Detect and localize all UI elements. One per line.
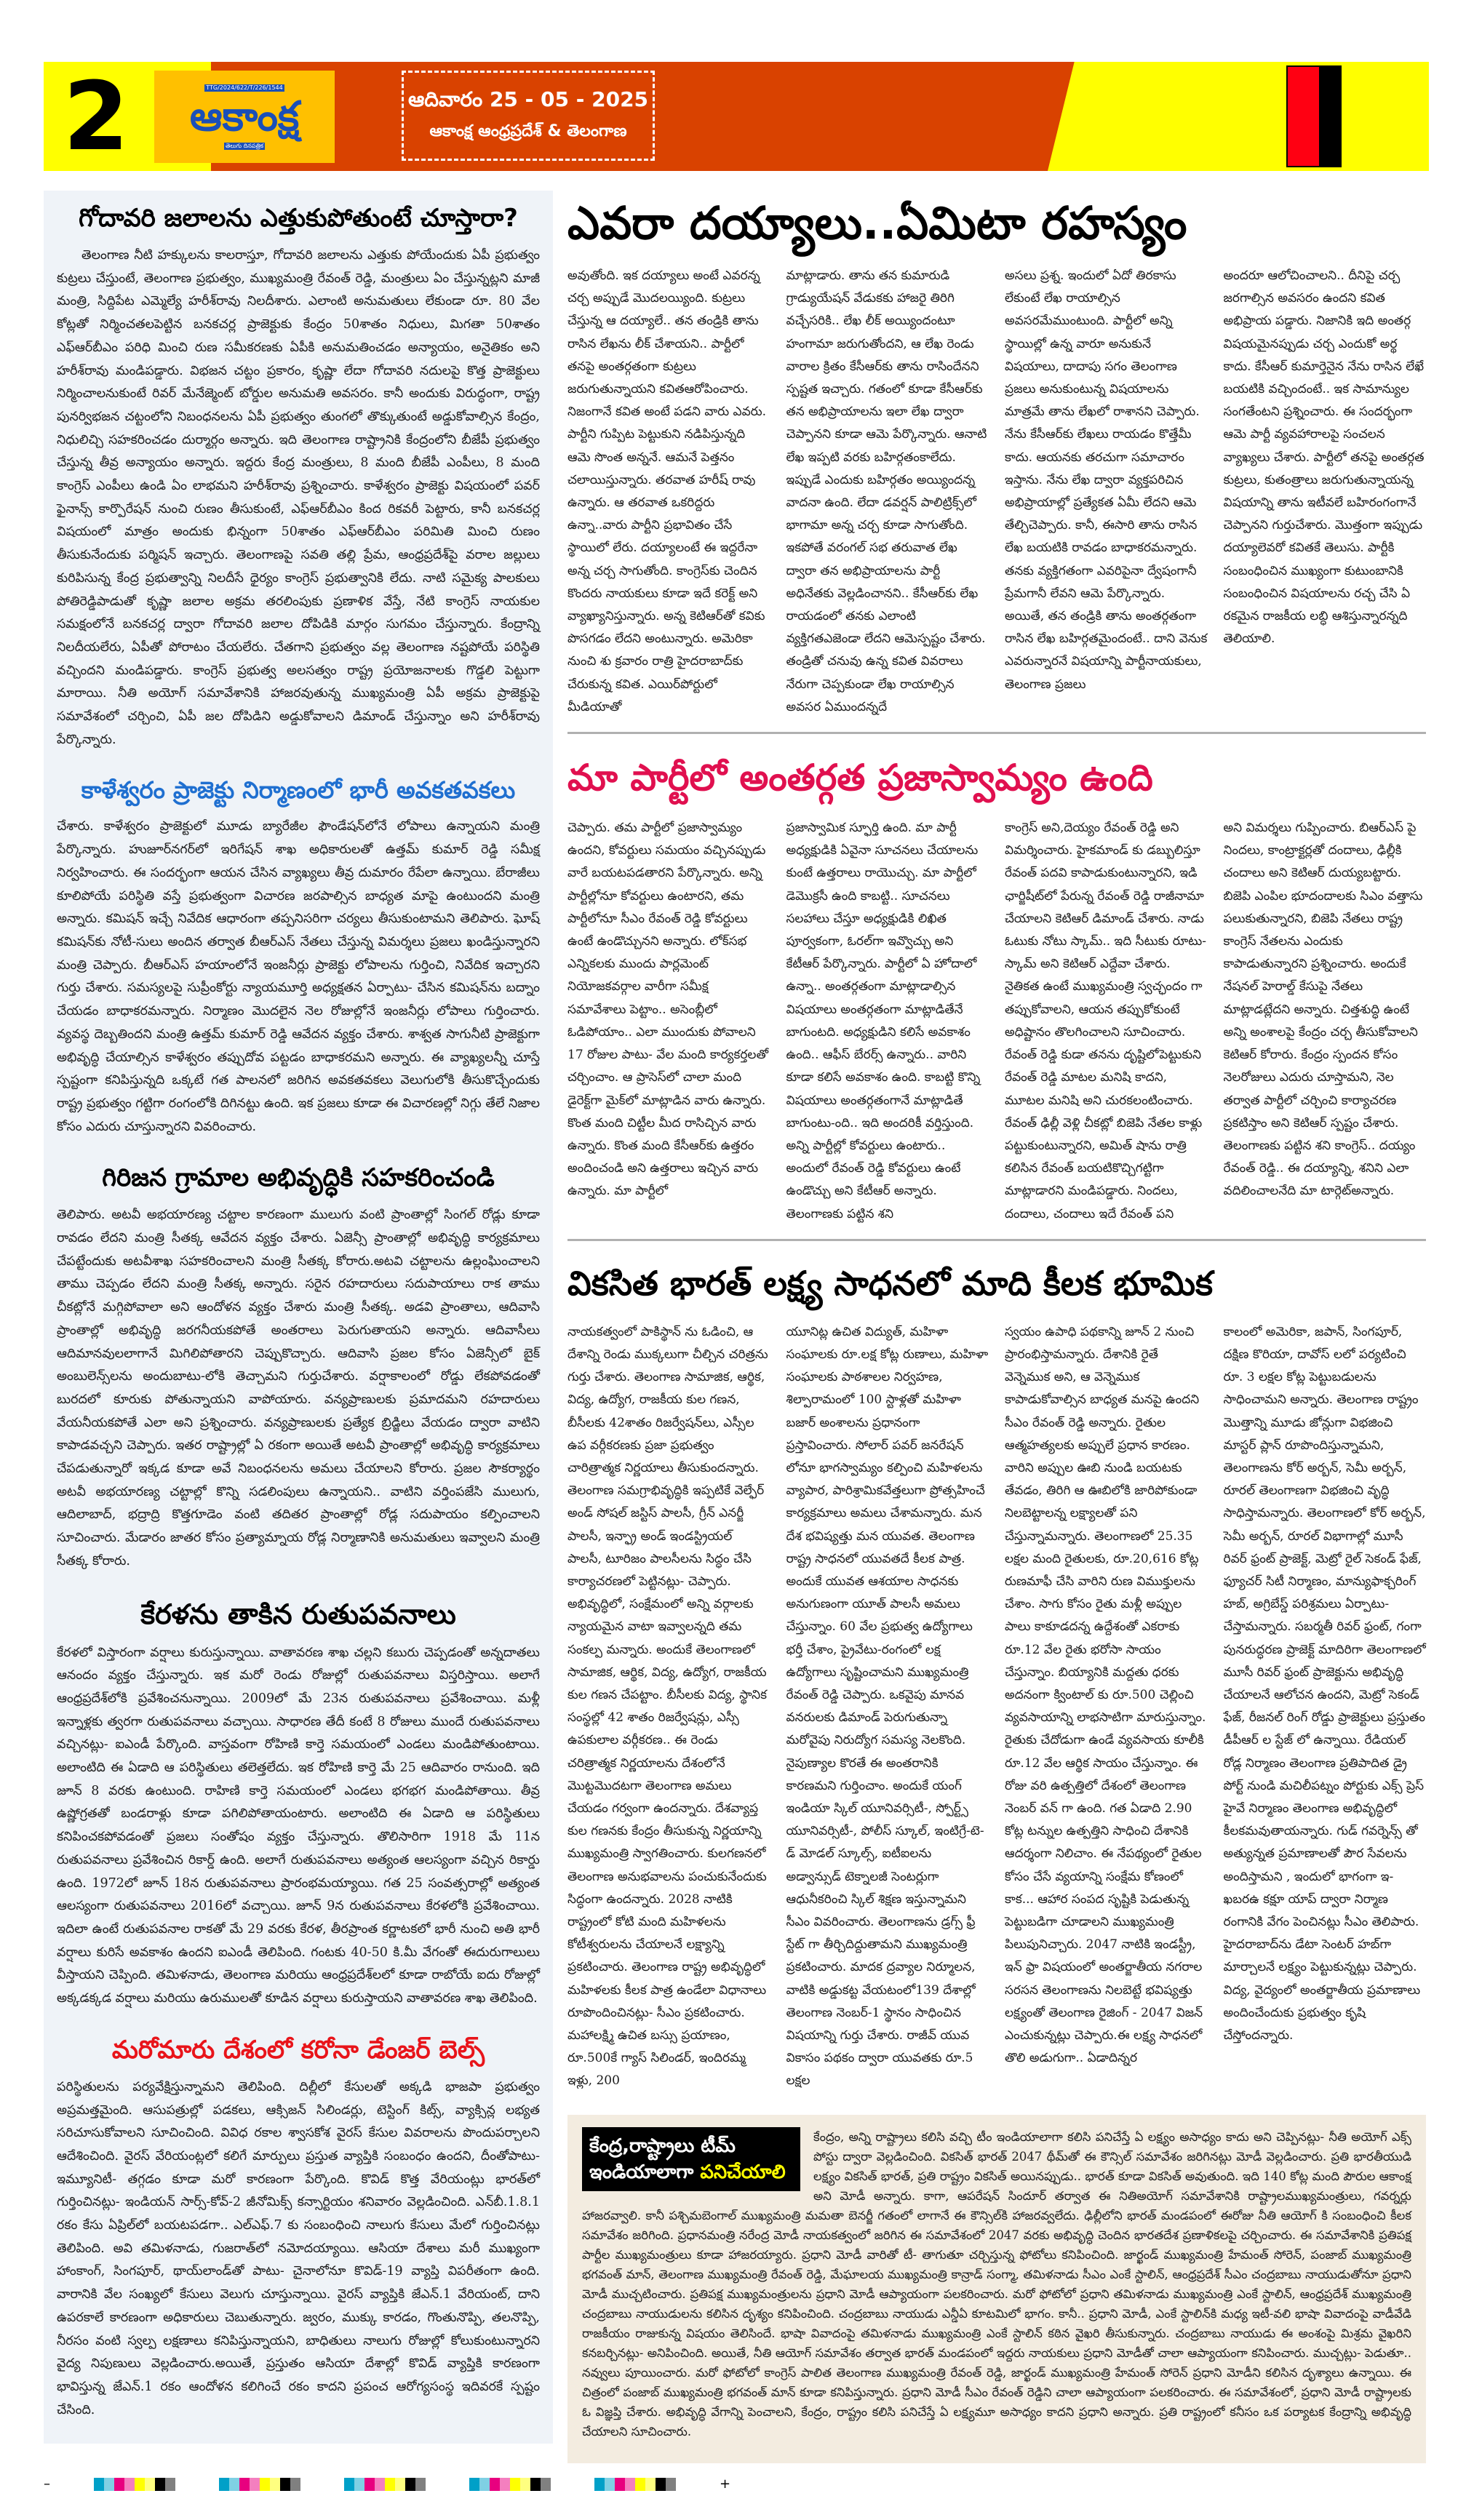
color-swatch (510, 2478, 520, 2491)
story-column: ప్రజాస్వామిక స్ఫూర్తి ఉంది. మా పార్టీ అధ్యక్షుడికి ఏవైనా సూచనలు చేయాలను కుంటే ఉత్తరాలు రాయొచ్చు. మా పార్టీలో డెమొక్రసీ ఉంది కాబట్టి.. సూచనలు సలహాలు చేస్తూ అధ్యక్షుడికి లిఖిత పూర్వకంగా, ఓరల్‌గా ఇవ్వొచ్చు అని కేటీఆర్ పేర్కొన్నారు. పార్టీలో ఏ హోదాలో ఉన్నా.. అంతర్గతంగా మాట్లాడాల్సిన విషయాలు అంతర్గతంగా మాట్లాడితేనే బాగుంటది. అధ్యక్షుడిని కలిసే అవకాశం ఉంది.. ఆఫీస్ బేరర్స్ ఉన్నారు.. వారిని కూడా కలిసే అవకాశం ఉంది. కాబట్టి కొన్ని విషయాలు అంతర్గతంగానే మాట్లాడితే బాగుంటు-ంది.. ఇది అందరికీ వర్తిస్తుంది. అన్ని పార్టీల్లో కోవర్టులు ఉంటారు.. అందులో రేవంత్ రెడ్డి కోవర్టులు ఉంటే ఉండొచ్చు అని కేటీఆర్ అన్నారు. తెలంగాణకు పట్టిన శని (786, 821, 981, 1221)
story-body: చేశారు. కాళేశ్వరం ప్రాజెక్టులో మూడు బ్యారేజీల ఫౌండేషన్‌లోనే లోపాలు ఉన్నాయని మంత్రి పేర్కొన్నారు. హుజూర్‌నగర్‌లో ఇరిగేషన్ శాఖ అధికారులతో ఉత్తమ్ కుమార్ రెడ్డి సమీక్ష నిర్వహించారు. ఈ సందర్భంగా ఆయన చేసిన వ్యాఖ్యలు తీవ్ర దుమారం రేపేలా ఉన్నాయి. బేరాజీలు కూలిపోయే పరిస్థితి వస్తే ప్రభుత్వంగా విచారణ జరపాల్సిన బాధ్యత మాపై ఉంటుందని మంత్రి అన్నారు. కమిషన్ ఇచ్చే నివేదిక ఆధారంగా తప్పనిసరిగా చర్యలు తీసుకుంటామని తెలిపారు. ఘోష్ కమిషన్‌కు నోటీ-సులు అందిన తర్వాత బీఆర్‌ఎస్ నేతలు చేస్తున్న విమర్శలు ప్రజలు ఖండిస్తున్నారని మంత్రి చెప్పారు. బీఆర్‌ఎస్ హయాంలోనే ఇంజనీర్లు ప్రాజెక్టు లోపాలను గుర్తించి, నివేదిక ఇచ్చారని గుర్తు చేశారు. సమస్యలపై సుప్రీంకోర్టు న్యాయమూర్తి అధ్యక్షతన ఏర్పాటు- చేసిన కమిషన్‌ను బద్నాం చేయడం బాధాకరమన్నారు. నిర్మాణం మొదలైన నెల రోజుల్లోనే ఇంజనీర్లు లోపాలు గుర్తించారు. వ్యవస్థ దెబ్బతిందని మంత్రి ఉత్తమ్ కుమార్ రెడ్డి ఆవేదన వ్యక్తం చేశారు. శాశ్వత సాగునీటి ప్రాజెక్టుగా అభివృద్ధి చేయాల్సిన కాళేశ్వరం తప్పుదోవ పట్టడం బాధాకరమని అన్నారు. ఈ వ్యాఖ్యలన్నీ చూస్తే స్పష్టంగా కనిపిస్తున్నది ఒక్కటే గత పాలనలో జరిగిన అవకతవకలు వెలుగులోకి తీసుకొచ్చేందుకు రాష్ట్ర ప్రభుత్వం గట్టిగా రంగంలోకి దిగినట్టు ఉంది. ఇక ప్రజలు కూడా ఈ విచారణల్లో నిగ్గు తేలే నిజాల కోసం ఎదురు చూస్తున్నారని వివరించారు. (57, 819, 540, 1134)
color-swatch (155, 2478, 165, 2491)
color-swatch (530, 2478, 541, 2491)
boxed-headline-part1: కేంద్ర,రాష్ట్రాలు టీమ్ ఇండియాలాగా (589, 2134, 736, 2183)
color-bar (594, 2478, 676, 2491)
story-column: అసలు ప్రశ్న. ఇందులో ఏదో తిరకాసు లేకుంటే లేఖ రాయాల్సిన అవసరమేముంటుంది. పార్టీలో అన్ని స్థాయిల్లో ఉన్న వారూ అనుకునే విషయాలు, దాదాపు సగం తెలంగాణ ప్రజలు అనుకుంటున్న విషయాలను మాత్రమే తాను లేఖలో రాశానని చెప్పారు. నేను కేసీఆర్‌కు లేఖలు రాయడం కొత్తేమీ కాదు. ఆయనకు తరచుగా సమాచారం ఇస్తాను. నేను లేఖ ద్వారా వ్యక్తపరిచిన అభిప్రాయాల్లో ప్రత్యేకత ఏమీ లేదని ఆమె తేల్చిచెప్పారు. కానీ, ఈసారి తాను రాసిన లేఖ బయటికి రావడం బాధాకరమన్నారు. తనకు వ్యక్తిగతంగా ఎవరిపైనా ద్వేషంగానీ ప్రేమగానీ లేవని ఆమె పేర్కొన్నారు. అయితే, తన తండ్రికి తాను అంతర్గతంగా రాసిన లేఖ బహిర్గతమైందంటే.. దాని వెనుక ఎవరున్నారనే విషయాన్ని పార్టీనాయకులు, తెలంగాణ ప్రజలు (1005, 268, 1208, 692)
story-tribal-villages (44, 1157, 553, 1573)
story-democracy-columns (567, 817, 1426, 1226)
flag-icon (1286, 65, 1342, 167)
color-swatch (541, 2478, 551, 2491)
edition-name: ఆకాంక్ష ఆంధ్రప్రదేశ్ & తెలంగాణ (429, 122, 627, 140)
color-swatch (635, 2478, 645, 2491)
color-swatch (656, 2478, 666, 2491)
color-swatch (615, 2478, 625, 2491)
color-swatch (135, 2478, 145, 2491)
color-swatch (500, 2478, 510, 2491)
color-swatch (114, 2478, 124, 2491)
story-column: మాట్లాడారు. తాను తన కుమారుడి గ్రాడ్యుయేషన్ వేడుకకు హాజరై తిరిగి వచ్చేసరికి.. లేఖ లీక్ అయ్యిందంటూ హంగామా జరుగుతోందని, ఆ లేఖ రెండు వారాల క్రితం కేసీఆర్‌కు తాను రాసిందేనని స్పష్టత ఇచ్చారు. గతంలో కూడా కేసీఆర్‌కు తన అభిప్రాయాలను ఇలా లేఖ ద్వారా చెప్పానని కూడా ఆమె పేర్కొన్నారు. ఆనాటి లేఖ ఇప్పటి వరకు బహిర్గతంకాలేదు. ఇప్పుడే ఎందుకు బహిర్గతం అయ్యిందన్న వాదనా ఉంది. లేదా డవర్షన్ పాలిట్రిక్స్‌లో భాగామా అన్న చర్చ కూడా సాగుతోంది. ఇకపోతే వరంగల్ సభ తరువాత లేఖ ద్వారా తన అభిప్రాయాలను పార్టీ అధినేతకు వెల్లడించానని.. కేసీఆర్‌కు లేఖ రాయడంలో తనకు ఎలాంటి వ్యక్తిగతఎజెండా లేదని ఆమెస్పష్టం చేశారు. తండ్రితో చనువు ఉన్న కవిత వివరాలు నేరుగా చెప్పకుండా లేఖ రాయాల్సిన అవసర ఏముందన్నదే (786, 268, 987, 714)
color-swatch (104, 2478, 114, 2491)
color-swatch (469, 2478, 479, 2491)
color-swatch (165, 2478, 175, 2491)
color-swatch (260, 2478, 270, 2491)
story-column: అని విమర్శలు గుప్పించారు. బిఆర్‌ఎస్ పై నిందలు, కాంట్రాక్టర్లతో దందాలు, ఢిల్లీకి చందాలు అని కెటిఆర్ దుయ్యబట్టారు. బిజెపి ఎంపిల భూదందాలకు సిఎం వత్తాసు పలుకుతున్నారని, బిజెపి నేతలు రాష్ట్ర కాంగ్రెస్ నేతలను ఎందుకు కాపాడుతున్నారని ప్రశ్నించారు. అందుకే నేషనల్ హెరాల్డ్ కేసుపై నేతలు మాట్లాడట్లేదని అన్నారు. చిత్తశుద్ధి ఉంటే అన్ని అంశాలపై కేంద్రం చర్చ తీసుకోవాలని కెటిఆర్ కోరారు. కేంద్రం స్పందన కోసం నెలరోజులు ఎదురు చూస్తామని, నెల తర్వాత పార్టీలో చర్చించి కార్యాచరణ ప్రకటిస్తాం అని కెటిఆర్ స్పష్టం చేశారు. తెలంగాణకు పట్టిన శని కాంగ్రెస్.. దయ్యం రేవంత్ రెడ్డి.. ఈ దయ్యాన్ని, శనిని ఎలా వదిలించాలనేది మా టార్గెట్‌అన్నారు. (1223, 821, 1423, 1199)
color-swatch (375, 2478, 385, 2491)
story-kaleshwaram (44, 770, 553, 1139)
color-bar (94, 2478, 175, 2491)
story-corona (44, 2030, 553, 2423)
left-news-column (44, 191, 553, 2444)
story-godavari (44, 198, 553, 751)
story-headline: మరోమారు దేశంలో కరోనా డేంజర్ బెల్స్ (111, 2035, 485, 2065)
color-swatch (354, 2478, 364, 2491)
color-swatch (239, 2478, 250, 2491)
color-swatch (490, 2478, 500, 2491)
story-viksit-columns (567, 1321, 1426, 2093)
crop-mark-icon: + (720, 2476, 731, 2492)
logo-tagline: తెలుగు దినపత్రిక (225, 142, 264, 149)
logo-registration: TTG/2024/622/T/226/1544 (206, 84, 283, 91)
color-swatch (94, 2478, 104, 2491)
story-headline: గిరిజన గ్రామాల అభివృద్ధికి సహకరించండి (102, 1163, 495, 1193)
color-swatch (290, 2478, 300, 2491)
story-body: తెలంగాణ నీటి హక్కులను కాలరాస్తూ, గోదావరి జలాలను ఎత్తుకు పోయేందుకు ఏపీ ప్రభుత్వం కుట్రలు చేస్తుంటే, తెలంగాణ ప్రభుత్వం, ముఖ్యమంత్రి రేవంత్ రెడ్డి, మంత్రులు ఏం చేస్తున్నట్లని మాజీ మంత్రి, సిద్దిపేట ఎమ్మెల్యే హరీశ్‌రావు నిలదీశారు. ఎలాంటి అనుమతులు లేకుండా రూ. 80 వేల కోట్లతో నిర్మించతలపెట్టిన బనకచర్ల ప్రాజెక్టుకు కేంద్రం 50శాతం నిధులు, మిగతా 50శాతం ఎఫ్‌ఆర్‌బీఎం పరిధి మించి రుణ సమీకరణకు ఏపీకి అనుమతించడం అన్యాయం, అనైతికం అని హరీశ్‌రావు మండిపడ్డారు. విభజన చట్టం ప్రకారం, కృష్ణా లేదా గోదావరి నదులపై కొత్త ప్రాజెక్టులు నిర్మించాలనుకుంటే రివర్ మేనేజ్మెంట్ బోర్డుల అనుమతి అవసరం. కానీ అందుకు విరుద్ధంగా, రాష్ట్ర పునర్విభజన చట్టంలోని నిబంధనలను ఏపీ ప్రభుత్వం తుంగలో తొక్కుతుంటే అడ్డుకోవాల్సిన కేంద్రం, నిధులిచ్చి సహకరించడం దుర్మార్గం అన్నారు. ఇది తెలంగాణ రాష్ట్రానికి కేంద్రంలోని బీజేపీ ప్రభుత్వం చేస్తున్న తీవ్ర అన్యాయం అన్నారు. ఇద్దరు కేంద్ర మంత్రులు, 8 మంది బీజేపీ ఎంపీలు, 8 మంది కాంగ్రెస్ ఎంపీలు ఉండి ఏం లాభమని హరీశ్‌రావు ప్రశ్నించారు. కాళేశ్వరం ప్రాజెక్టు విషయంలో పవర్ ఫైనాన్స్ కార్పొరేషన్ నుంచి రుణం తీసుకుంటే, ఎఫ్‌ఆర్‌బీఎం కింద రికవరీ పెట్టారు, కానీ బనకచర్ల విషయంలో మాత్రం అందుకు భిన్నంగా 50శాతం ఎఫ్‌ఆర్‌బీఎం పరిమితి మించి రుణం తీసుకునేందుకు పర్మిషన్ ఇచ్చారు. తెలంగాణపై సవతి తల్లి ప్రేమ, ఆంధ్రప్రదేశ్‌పై వరాల జల్లులు కురిపిసున్న కేంద్ర ప్రభుత్వాన్ని నిలదీసే ధైర్యం కాంగ్రెస్ ప్రభుత్వానికి లేదు. నాటి సమైక్య పాలకులు పోతిరెడ్డిపాడుతో కృష్ణా జలాల అక్రమ తరలింపుకు ప్రణాళిక వేస్తే, నేటి కాంగ్రెస్ నాయకుల సమక్షంలోనే బనకచర్ల ద్వారా గోదావరి జలాల దోపిడికి మార్గం సుగమం చేస్తున్నారు. కేంద్రాన్ని నిలదీయలేరు, ఏపీతో పోరాటం చేయలేరు. చేతగాని ప్రభుత్వం వల్ల తెలంగాణ నష్టపోయే పరిస్థితి వచ్చిందని మండిపడ్డారు. కాంగ్రెస్ ప్రభుత్వ అలసత్వం రాష్ట్ర ప్రయోజనాలకు గొడ్డలి పెట్టుగా మారాయి. నీతి అయోగ్ సమావేశానికి హాజరవుతున్న ముఖ్యమంత్రి ఏపీ అక్రమ ప్రాజెక్టుపై సమావేశంలో చర్చించి, ఏపీ జల దోపిడిని అడ్డుకోవాలని డిమాండ్ చేస్తున్నాం అని హరీశ్‌రావు పేర్కొన్నారు. (57, 248, 540, 747)
masthead (44, 62, 1429, 171)
boxed-story-headline (582, 2127, 800, 2191)
color-swatch (124, 2478, 135, 2491)
color-swatch (479, 2478, 490, 2491)
page-number: 2 (63, 61, 130, 172)
story-column: యూనిట్ల ఉచిత విద్యుత్, మహిళా సంఘాలకు రూ.లక్ష కోట్ల రుణాలు, మహిళా సంఘాలకు పాఠశాలల నిర్వహణ, శిల్పారామంలో 100 స్టాళ్లతో మహిళా బజార్ అంశాలను ప్రధానంగా ప్రస్తావించారు. సోలార్ పవర్ జనరేషన్ లోనూ భాగస్వామ్యం కల్పించి మహిళలను వ్యాపార, పారిశ్రామికవేత్తలుగా ప్రోత్సహించే కార్యక్రమాలు అమలు చేశామన్నారు. మన దేశ భవిష్యత్తు మన యువత. తెలంగాణ రాష్ట్ర సాధనలో యువతదే కీలక పాత్ర. అందుకే యువత ఆశయాల సాధనకు అనుగుణంగా యూత్ పాలసీ అమలు చేస్తున్నాం. 60 వేల ప్రభుత్వ ఉద్యోగాలు భర్తీ చేశాం, ప్రైవేటు-రంగంలో లక్ష ఉద్యోగాలు సృష్టించామని ముఖ్యమంత్రి రేవంత్ రెడ్డి చెప్పారు. ఒకవైపు మానవ వనరులకు డిమాండ్ పెరుగుతున్నా మరోవైపు నిరుద్యోగ సమస్య నెలకొంది. నైపుణ్యాల కొరతే ఈ అంతరానికి కారణమని గుర్తించాం. అందుకే యంగ్ ఇండియా స్కిల్ యూనివర్సిటీ-, స్పోర్ట్స్ యూనివర్సిటీ-, పోలీస్ స్కూల్, ఇంటిగ్రే-టె-డ్ మోడల్ స్కూల్స్, ఐటీఐలను అడ్వాన్సుడ్ టెక్నాలజీ సెంటర్లుగా ఆధునీకరించి స్కిల్ శిక్షణ ఇస్తున్నామని సీఎం వివరించారు. తెలంగాణను డ్రగ్స్ ఫ్రీ స్టేట్ గా తీర్చిదిద్దుతామని ముఖ్యమంత్రి ప్రకటించారు. మాదక ద్రవ్యాల నిర్మూలన, వాటికి అడ్డుకట్ట వేయటంలో139 దేశాల్లో తెలంగాణ నెంబర్-1 స్థానం సాధించిన విషయాన్ని గుర్తు చేశారు. రాజీవ్ యువ వికాసం పథకం ద్వారా యువతకు రూ.5 లక్షల (786, 1324, 989, 2089)
story-column: అందరూ ఆలోచించాలని.. దీనిపై చర్చ జరగాల్సిన అవసరం ఉందని కవిత అభిప్రాయ పడ్డారు. నిజానికి ఇది అంతర్గ విషయమైనప్పుడు చర్చ ఎందుకో అర్థ కాదు. కేసీఆర్ కుమార్తెనైన నేను రాసిన లేఖే బయటికి వచ్చిందంటే.. ఇక సామాన్యుల సంగతేంటని ప్రశ్నించారు. ఈ సందర్భంగా ఆమె పార్టీ వ్యవహారాలపై సంచలన వ్యాఖ్యలు చేశారు. పార్టీలో తనపై అంతర్గత కుట్రలు, కుతంత్రాలు జరుగుతున్నాయన్న విషయాన్ని తాను ఇటీవలే బహిరంగంగానే చెప్పానని గుర్తుచేశారు. మొత్తంగా ఇప్పుడు దయ్యాలెవరో కవితకే తెలుసు. పార్టీకి సంబంధించిన ముఖ్యంగా కుటుంబానికి సంబంధించిన విషయాలను రచ్చ చేసి ఏ రకమైన రాజకీయ లబ్ధి ఆశిస్తున్నారన్నది తెలియాలి. (1223, 268, 1425, 647)
boxed-story-body: కేంద్రం, అన్ని రాష్ట్రాలు కలిసి వచ్చి టీం ఇండియాలాగా కలిసి పనిచేస్తే ఏ లక్ష్యం అసాధ్యం కాదు అని చెప్పినట్లు- నీతి అయోగ్ ఎక్స్ పోస్టు ద్వారా వెల్లడించింది. వికసిత్ భారత్ 2047 థీమ్‌తో ఈ కౌన్సిల్ సమావేశం జరిగినట్లు మోడీ వెల్లడించారు. ప్రతి భారతీయుడి లక్ష్యం వికసిత్ భారత్, ప్రతి రాష్ట్రం వికసిత్ అయినప్పుడు.. భారత్ కూడా వికసిత్ అవుతుంది. ఇది 140 కోట్ల మంది పౌరుల ఆకాంక్ష అని మోడీ అన్నారు. కాగా, ఆపరేషన్ సిందూర్ తర్వాత ఈ నితిఅయోగ్ సమావేశానికి రాష్ట్రాలముఖ్యమంత్రులు, గవర్నర్లు హాజరవ్వాలి. కానీ పశ్చిమబెంగాల్ ముఖ్యమంత్రి మమతా బెనర్జీ గతంలో లాగానే ఈ కౌన్సిల్‌కి హాజరవ్వలేదు. ఢిల్లీలోని భారత్ మండపంలో ఈరోజు నీతి ఆయోగ్ కి సంబంధించి కీలక సమావేశం జరిగింది. ప్రధానమంత్రి నరేంద్ర మోడీ నాయకత్వంలో జరిగిన ఈ సమావేశంలో 2047 వరకు అభివృద్ధి చెందిన భారతదేశ ప్రణాళికలపై చర్చించారు. ఈ సమావేశానికి ప్రతిపక్ష పార్టీల ముఖ్యమంత్రులు కూడా హాజరయ్యారు. ప్రధాని మోడీ వారితో టీ- తాగుతూ చర్చిస్తున్న ఫోటోలు కనిపించింది. జార్ఖండ్ ముఖ్యమంత్రి హేమంత్ సోరెన్, పంజాబ్ ముఖ్యమంత్రి భగవంత్ మాన్, తెలంగాణ ముఖ్యమంత్రి రేవంత్ రెడ్డి, మేఘాలయ ముఖ్యమంత్రి కాన్రాడ్ సంగ్మా, తమిళనాడు సీఎం ఎంకే స్టాలిన్, ఆంధ్రప్రదేశ్ సీఎం చంద్రబాబు నాయుడుతోనూ ప్రధాని మోడీ ముచ్చటించారు. ప్రతిపక్ష ముఖ్యమంత్రులను ప్రధాని మోడీ ఆప్యాయంగా పలకరించారు. మరో ఫోటోలో ప్రధాని తమిళనాడు ముఖ్యమంత్రి ఎంకే స్టాలిన్, ఆంధ్రప్రదేశ్ ముఖ్యమంత్రి చంద్రబాబు నాయుడులను కలిసిన దృశ్యం కనిపించింది. చంద్రబాబు నాయుడు ఎన్డీఏ కూటమిలో భాగం. కానీ.. ప్రధాని మోడీ, ఎంకే స్టాలిన్‌కి మధ్య ఇటీ-వలి భాషా వివాదంపై వాడీవేడి రాజకీయం రాజుకున్న విషయం తెలిసిందే. భాషా వివాదంపై తమిళనాడు ముఖ్యమంత్రి ఎంకే స్టాలిన్ కఠిన వైఖరి తీసుకున్నారు. చంద్రబాబు నాయుడు ఈ అంశంపై మిశ్రమ వైఖరిని కనబర్చినట్లు- అనిపించింది. అయితే, నీతి ఆయోగ్ సమావేశం తర్వాత భారత్ మండపంలో ఇద్దరు నాయకులు ప్రధాని మోడీతో చాలా ఆప్యాయంగా కనిపించారు. ముచ్చట్లు- పెడుతూ.. నవ్వులు పూయించారు. మరో ఫోటోలో కాంగ్రెస్ పాలిత తెలంగాణ ముఖ్యమంత్రి రేవంత్ రెడ్డి, జార్ఖండ్ ముఖ్యమంత్రి హేమంత్ సోరెన్ ప్రధాని మోడీని కలిసిన దృశ్యాలు ఉన్నాయి. ఈ చిత్రంలో పంజాబ్ ముఖ్యమంత్రి భగవంత్ మాన్ కూడా కనిపిస్తున్నారు. ప్రధాని మోడీ సీఎం రేవంత్ రెడ్డిని చాలా ఆప్యాయంగా పలకరించారు. ఈ సమావేశంలో, ప్రధాని మోడీ రాష్ట్రాలకు ఓ విజ్ఞప్తి చేశారు. అభివృద్ధి వేగాన్ని పెంచాలని, కేంద్రం, రాష్ట్రం కలిసి పనిచేస్తే ఏ లక్ష్యమూ అసాధ్యం కాదని ప్రధాని అన్నారు. ప్రతి రాష్ట్రంలో కనీసం ఒక పర్యాటక కేంద్రాన్ని అభివృద్ధి చేయాలని సూచించారు. (582, 2129, 1411, 2439)
story-column: కాంగ్రెస్ అని,దెయ్యం రేవంత్ రెడ్డి అని విమర్శించారు. హైకమాండ్ కు డబ్బులిస్తూ రేవంత్ పదవి కాపాడుకుంటున్నారని, ఇడి ఛార్జిషీట్‌లో పేరున్న రేవంత్ రెడ్డి రాజీనామా చేయాలని కెటిఆర్ డిమాండ్ చేశారు. నాడు ఓటుకు నోటు స్కామ్.. ఇది సీటుకు రూటు- స్కామ్ అని కెటిఆర్ ఎద్దేవా చేశారు. నైతికత ఉంటే ముఖ్యమంత్రి స్వచ్ఛందం గా తప్పుకోవాలని, ఆయన తప్పుకోకుంటే అధిష్టానం తొలగించాలని సూచించారు. రేవంత్ రెడ్డి కుడా తనను దృష్టిలోపెట్టుకుని రేవంత్ రెడ్డి మాటల మనిషి కాదని, మూటల మనిషి అని చురకలంటించారు. రేవంత్ ఢిల్లీ వెళ్లి చీకట్లో బిజెపి నేతల కాళ్లు పట్టుకుంటున్నారని, అమిత్ షాను రాత్రి కలిసిన రేవంత్ బయటికొచ్చిగట్టిగా మాట్లాడారని మండిపడ్డారు. నిందలు, దందాలు, చందాలు ఇదే రేవంత్ పని (1005, 821, 1206, 1221)
color-swatch (666, 2478, 676, 2491)
color-swatch (270, 2478, 280, 2491)
newspaper-logo[interactable] (154, 71, 335, 163)
logo-wordmark: ఆకాంక్ష (189, 92, 300, 140)
section-divider (567, 732, 1426, 734)
color-swatch (250, 2478, 260, 2491)
dateline-box (402, 71, 655, 161)
issue-date: ఆదివారం 25 - 05 - 2025 (407, 87, 649, 111)
boxed-headline-highlight: పనిచేయాలి (700, 2161, 786, 2183)
color-bar (469, 2478, 551, 2491)
color-swatch (645, 2478, 656, 2491)
story-column: స్వయం ఉపాధి పథకాన్ని జూన్ 2 నుంచి ప్రారంభిస్తామన్నారు. దేశానికి రైతే వెన్నెముక అని, ఆ వెన్నెముక కాపాడుకోవాల్సిన బాధ్యత మనపై ఉందని సీఎం రేవంత్ రెడ్డి అన్నారు. రైతుల ఆత్మహత్యలకు అప్పులే ప్రధాన కారణం. వారిని అప్పుల ఊబి నుండి బయటకు తేవడం, తిరిగి ఆ ఊబిలోకి జారిపోకుండా నిలబెట్టాలన్న లక్ష్యాలతో పని చేస్తున్నామన్నారు. తెలంగాణలో 25.35 లక్షల మంది రైతులకు, రూ.20,616 కోట్ల రుణమాఫీ చేసి వారిని రుణ విముక్తులను చేశాం. సాగు కోసం రైతు మళ్లీ అప్పుల పాలు కాకూడదన్న ఉద్దేశంతో ఎకరాకు రూ.12 వేల రైతు భరోసా సాయం చేస్తున్నాం. బియ్యానికి మద్దతు ధరకు అదనంగా క్వింటాల్ కు రూ.500 చెల్లించి వ్యవసాయాన్ని లాభసాటిగా మారుస్తున్నాం. రైతుకు చేదోడుగా ఉండే వ్యవసాయ కూలీకి రూ.12 వేల ఆర్థిక సాయం చేస్తున్నాం. ఈ రోజు వరి ఉత్పత్తిలో దేశంలో తెలంగాణ నెంబర్ వన్ గా ఉంది. గత ఏడాది 2.90 కోట్ల టన్నుల ఉత్పత్తిని సాధించి దేశానికి ఆదర్శంగా నిలిచాం. ఈ నేపథ్యంలో రైతుల కోసం చేసే వ్యయాన్ని సంక్షేమ కోణంలో కాక... ఆహార సంపద సృష్టికి పెడుతున్న పెట్టుబడిగా చూడాలని ముఖ్యమంత్రి పిలుపునిచ్చారు. 2047 నాటికి ఇండస్ట్రీ, ఇన్ ఫ్రా విషయంలో అంతర్జాతీయ నగరాల సరసన తెలంగాణను నిలబెట్టే భవిష్యత్తు లక్ష్యంతో తెలంగాణ రైజింగ్ - 2047 విజన్ ఎంచుకున్నట్లు చెప్పారు.ఈ లక్ష్య సాధనలో తొలి అడుగుగా.. ఏడాదిన్నర (1005, 1324, 1206, 2066)
boxed-story-team-india (567, 2115, 1426, 2463)
color-swatch (229, 2478, 239, 2491)
section-divider (567, 1239, 1426, 1241)
color-swatch (594, 2478, 605, 2491)
color-swatch (364, 2478, 375, 2491)
color-swatch (219, 2478, 229, 2491)
color-swatch (405, 2478, 415, 2491)
color-swatch (145, 2478, 155, 2491)
color-bar (219, 2478, 300, 2491)
color-swatch (415, 2478, 426, 2491)
right-news-area (567, 191, 1426, 2463)
headline-devils-mystery: ఎవరా దయ్యాలు..ఏమిటా రహస్యం (567, 196, 1187, 250)
masthead-yellow-right-band (1048, 62, 1429, 171)
color-swatch (625, 2478, 635, 2491)
story-column: నాయకత్వంలో పాకిస్థాన్ ను ఓడించి, ఆ దేశాన్ని రెండు ముక్కలుగా చీల్చిన చరిత్రను గుర్తు చేశారు. తెలంగాణ సామాజిక, ఆర్థిక, విద్య, ఉద్యోగ, రాజకీయ కుల గణన, బీసీలకు 42శాతం రిజర్వేషన్‌లు, ఎస్సీల ఉప వర్గీకరణకు ప్రజా ప్రభుత్వం చారిత్రాత్మక నిర్ణయాలు తీసుకుందన్నారు. తెలంగాణ సమగ్రాభివృద్ధికి ఇప్పటికే వెల్ఫేర్ అండ్ సోషల్ జస్టిస్ పాలసీ, గ్రీన్ ఎనర్జీ పాలసీ, ఇన్ఫ్రా అండ్ ఇండస్ట్రియల్ పాలసీ, టూరిజం పాలసీలను సిద్ధం చేసి కార్యాచరణలో పెట్టినట్లు- చెప్పారు. అభివృద్ధిలో, సంక్షేమంలో అన్ని వర్గాలకు న్యాయమైన వాటా ఇవ్వాలన్నది తమ సంకల్ప మన్నారు. అందుకే తెలంగాణలో సామాజిక, ఆర్థిక, విద్య, ఉద్యోగ, రాజకీయ కుల గణన చేపట్టాం. బీసీలకు విద్య, స్థానిక సంస్థల్లో 42 శాతం రిజర్వేషన్లు, ఎస్సీ ఉపకులాల వర్గీకరణ.. ఈ రెండు చరిత్రాత్మక నిర్ణయాలను దేశంలోనే మొట్టమొదటగా తెలంగాణ అమలు చేయడం గర్వంగా ఉందన్నారు. దేశవ్యాప్త కుల గణనకు కేంద్రం తీసుకున్న నిర్ణయాన్ని ముఖ్యమంత్రి స్వాగతించారు. కులగణనలో తెలంగాణ అనుభవాలను పంచుకునేందుకు సిద్ధంగా ఉందన్నారు. 2028 నాటికి రాష్ట్రంలో కోటి మంది మహిళలను కోటీశ్వరులను చేయాలనే లక్ష్యాన్ని ప్రకటించారు. తెలంగాణ రాష్ట్ర అభివృద్ధిలో మహిళలకు కీలక పాత్ర ఉండేలా విధానాలు రూపొందించినట్లు- సీఎం ప్రకటించారు. మహాలక్ష్మి ఉచిత బస్సు ప్రయాణం, రూ.500కే గ్యాస్ సిలిండర్, ఇందిరమ్మ ఇళ్లు, 200 (567, 1324, 768, 2089)
color-swatch (605, 2478, 615, 2491)
story-column: కాలంలో అమెరికా, జపాన్, సింగపూర్, దక్షిణ కొరియా, దావోస్ లలో పర్యటించి రూ. 3 లక్షల కోట్ల పెట్టుబడులను సాధించామని అన్నారు. తెలంగాణ రాష్ట్రం మొత్తాన్ని మూడు జోన్లుగా విభజించి మాస్టర్ ప్లాన్ రూపొందిస్తున్నామని, తెలంగాణను కోర్ అర్బన్, సెమీ అర్బన్, రూరల్ తెలంగాణగా విభజించి వృద్ధి సాధిస్తామన్నారు. తెలంగాణలో కోర్ అర్బన్, సెమీ అర్బన్, రూరల్ విభాగాల్లో మూసీ రివర్ ఫ్రంట్ ప్రాజెక్ట్, మెట్రో రైల్ సెకండ్ ఫేజ్, ఫ్యూచర్ సిటీ నిర్మాణం, మాన్యుఫాక్చరింగ్ హబ్, అగ్రిబేస్డ్ పరిశ్రమలు ఏర్పాటు- చేస్తామన్నారు. సబర్మతీ రివర్ ఫ్రంట్, గంగా పునరుద్ధరణ ప్రాజెక్ట్ మాదిరిగా తెలంగాణలో మూసీ రివర్ ఫ్రంట్ ప్రాజెక్టును అభివృద్ధి చేయాలనే ఆలోచన ఉందని, మెట్రో సెకండ్ ఫేజ్, రీజనల్ రింగ్ రోడ్డు ప్రాజెక్టులు ప్రస్తుతం డీపీఆర్ ల స్టేజ్ లో ఉన్నాయి. రేడియల్ రోడ్ల నిర్మాణం తెలంగాణ ప్రతిపాదిత డ్రై పోర్ట్ నుండి మచిలీపట్నం పోర్టుకు ఎక్స్ ప్రెస్ హైవే నిర్మాణం తెలంగాణ అభివృద్ధిలో కీలకమవుతాయన్నారు. గుడ్ గవర్నెన్స్ తో అత్యున్నత ప్రమాణాలతో పౌర సేవలను అందిస్తామని , ఇందులో భాగంగా ఇ-ఖబరఉ కక్షూ యాప్ ద్వారా నిర్మాణ రంగానికి వేగం పెంచినట్లు సీఎం తెలిపారు. హైదరాబాద్‌ను డేటా సెంటర్ హబ్‌గా మార్చాలనే లక్ష్యం పెట్టుకున్నట్లు చెప్పారు. విద్య, వైద్యంలో అంతర్జాతీయ ప్రమాణాలు అందించేందుకు ప్రభుత్వం కృషి చేస్తోందన్నారు. (1223, 1324, 1426, 2043)
color-swatch (344, 2478, 354, 2491)
story-body: పరిస్థితులను పర్యవేక్షిస్తున్నామని తెలిపింది. దిల్లీలో కేసులతో అక్కడి భాజపా ప్రభుత్వం అప్రమత్తమైంది. ఆసుపత్రుల్లో పడకలు, ఆక్సిజన్ సిలిండర్లు, టెస్టింగ్ కిట్స్, వ్యాక్సిన్ల లభ్యత సరిచూసుకోవాలని సూచించింది. వివిధ రకాల శ్వాసకోశ వైరస్ కేసుల వివరాలను పొందుపర్చాలని ఆదేశించింది. వైరస్ వేరియంట్లలో కలిగే మార్పులు ప్రస్తుత వ్యాప్తికి సంబంధం ఉందని, దీంతోపాటు- ఇమ్యూనిటీ- తగ్గడం కూడా మరో కారణంగా పేర్కొంది. కొవిడ్ కొత్త వేరియంట్లు భారత్‌లో గుర్తించినట్లు- ఇండియన్ సార్స్-కోవ్-2 జీనోమిక్స్ కన్సార్టియం శనివారం వెల్లడించింది. ఎన్‌బీ.1.8.1 రకం కేసు ఏప్రిల్‌లో బయటపడగా.. ఎల్‌ఎఫ్.7 కు సంబంధించి నాలుగు కేసులు మేలో గుర్తించినట్లు తెలిపింది. అవి తమిళనాడు, గుజరాత్‌లో నమోదయ్యాయి. ఆసియా దేశాలు మరీ ముఖ్యంగా హాంకాంగ్, సింగపూర్, థాయ్‌లాండ్‌తో పాటు- చైనాలోనూ కొవిడ్-19 వ్యాప్తి విపరీతంగా ఉంది. వారానికి వేల సంఖ్యలో కేసులు వెలుగు చూస్తున్నాయి. వైరస్ వ్యాప్తికి జేఎన్.1 వేరియంట్, దాని ఉపరకాలే కారణంగా అధికారులు చెబుతున్నారు. జ్వరం, ముక్కు కారడం, గొంతునొప్పి, తలనొప్పి, నీరసం వంటి స్వల్ప లక్షణాలు కనిపిస్తున్నాయని, బాధితులు నాలుగు రోజుల్లో కోలుకుంటున్నారని వైద్య నిపుణులు వెల్లడించారు.అయితే, ప్రస్తుతం ఆసియా దేశాల్లో కొవిడ్ వ్యాప్తికి కారణంగా భావిస్తున్న జేఎన్.1 రకం ఆందోళన కలిగించే రకం కాదని ప్రపంచ ఆరోగ్యసంస్థ ఇదివరకే స్పష్టం చేసింది. (57, 2079, 540, 2417)
headline-viksit-bharat: వికసిత భారత్ లక్ష్య సాధనలో మాది కీలక భూమిక (567, 1263, 1214, 1303)
color-bar (344, 2478, 426, 2491)
flag-red-stripe (1288, 67, 1319, 166)
story-headline: కాళేశ్వరం ప్రాజెక్టు నిర్మాణంలో భారీ అవకతవకలు (81, 776, 516, 805)
color-swatch (520, 2478, 530, 2491)
story-headline: కేరళను తాకిన రుతుపవనాలు (140, 1598, 456, 1630)
story-body: కేరళలో విస్తారంగా వర్షాలు కురుస్తున్నాయి. వాతావరణ శాఖ చల్లని కబురు చెప్పడంతో అన్నదాతలు ఆనందం వ్యక్తం చేస్తున్నారు. ఇక మరో రెండు రోజుల్లో రుతుపవనాలు విస్తరిస్తాయి. అలాగే ఆంధ్రప్రదేశ్‌లోకి ప్రవేశించనున్నాయి. 2009లో మే 23న రుతుపవనాలు ప్రవేశించాయి. మళ్లీ ఇన్నాళ్లకు త్వరగా రుతుపవనాలు వచ్చాయి. సాధారణ తేదీ కంటే 8 రోజులు ముందే రుతుపవనాలు వచ్చినట్లు- ఐఎండీ పేర్కొంది. వాస్తవంగా రోహిణి కార్తె సమయంలో ఎండలు మండిపోతుంటాయి. అలాంటిది ఈ ఏడాది ఆ పరిస్థితులు తలెత్తలేదు. ఇక రోహిణి కార్తె మే 25 ఆదివారం రానుంది. ఇది జూన్ 8 వరకు ఉంటుంది. రాహిణి కార్తె సమయంలో ఎండలు భగభగ మండిపోతాయి. తీవ్ర ఉష్ణోగ్రతతో బండరాళ్లు కూడా పగిలిపోతాయంటారు. అలాంటిది ఈ ఏడాది ఆ పరిస్థితులు కనిపించకపోవడంతో ప్రజలు సంతోషం వ్యక్తం చేస్తున్నారు. తొలిసారిగా 1918 మే 11న రుతుపవనాలు ప్రవేశించిన రికార్డ్ ఉంది. అలాగే రుతుపవనాలు అత్యంత ఆలస్యంగా వచ్చిన రికార్డు ఉంది. 1972లో జూన్ 18న రుతుపవనాలు ప్రారంభమయ్యాయి. గత 25 సంవత్సరాల్లో అత్యంత ఆలస్యంగా రుతుపవనాలు 2016లో వచ్చాయి. జూన్ 9న రుతుపవనాలు కేరళలోకి ప్రవేశించాయి. ఇదిలా ఉంటే రుతుపవనాల రాకతో మే 29 వరకు కేరళ, తీరప్రాంత కర్ణాటకలో భారీ నుంచి అతి భారీ వర్షాలు కురిసే అవకాశం ఉందని ఐఎండీ తెలిపింది. గంటకు 40-50 కి.మీ వేగంతో ఈదురుగాలులు వీస్తాయని చెప్పింది. తమిళనాడు, తెలంగాణ మరియు ఆంధ్రప్రదేశ్‌లలో కూడా రాబోయే ఐదు రోజుల్లో అక్కడక్కడ వర్షాలు మరియు ఉరుములతో కూడిన వర్షాలు కురుస్తాయని వాతావరణ శాఖ తెలిపింది. (57, 1645, 540, 2006)
print-marks (44, 2478, 1426, 2491)
story-column: అవుతోంది. ఇక దయ్యాలు అంటే ఎవరన్న చర్చ అప్పుడే మొదలయ్యింది. కుట్రలు చేస్తున్న ఆ దయ్యాలే.. తన తండ్రికి తాను రాసిన లేఖను లీక్ చేశాయని.. పార్టీలో తనపై అంతర్గతంగా కుట్రలు జరుగుతున్నాయని కవితఆరోపించారు. నిజంగానే కవిత అంటే పడని వారు ఎవరు. పార్టీని గుప్పిట పెట్టుకుని నడిపిస్తున్నది ఆమె సొంత అన్ననే. ఆమనే పెత్తనం చలాయిస్తున్నారు. తరవాత హరీష్ రావు ఉన్నారు. ఆ తరవాత ఒకరిద్దరు ఉన్నా..వారు పార్టీని ప్రభావితం చేసే స్థాయిలో లేరు. దయ్యాలంటే ఈ ఇద్దరేనా అన్న చర్చ సాగుతోంది. కాంగ్రెస్‌కు చెందిన కొందరు నాయకులు కూడా ఇదే కరెక్ట్ అని వ్యాఖ్యానిస్తున్నారు. అన్న కెటిఆర్‌తో కవికు పొసగడం లేదని అంటున్నారు. అమెరికా నుంచి శు క్రవారం రాత్రి హైదరాబాద్‌కు చేరుకున్న కవిత. ఎయిర్‌పోర్టులో మీడియాతో (567, 268, 767, 714)
headline-internal-democracy: మా పార్టీలో అంతర్గత ప్రజాస్వామ్యం ఉంది (567, 757, 1153, 800)
color-swatch (395, 2478, 405, 2491)
story-column: చెప్పారు. తమ పార్టీలో ప్రజాస్వామ్యం ఉందని, కోవర్టులు సమయం వచ్చినప్పుడు వారే బయటపడతారని పేర్కొన్నారు. అన్ని పార్టీల్లోనూ కోవర్టులు ఉంటారని, తమ పార్టీలోనూ సీఎం రేవంత్ రెడ్డి కోవర్టులు ఉంటే ఉండొచ్చునని అన్నారు. లోక్‌సభ ఎన్నికలకు ముందు పార్లమెంట్ నియోజకవర్గాల వారీగా సమీక్ష సమావేశాలు పెట్టాం.. అసెంబ్లీలో ఓడిపోయాం.. ఎలా ముందుకు పోవాలని 17 రోజుల పాటు- వేల మంది కార్యకర్తలతో చర్చించాం. ఆ ప్రాసెస్‌లో చాలా మంది డైరెక్ట్‌గా మైక్‌లో మాట్లాడిన వారు ఉన్నారు. కొంత మంది చిట్టీల మీద రాసిచ్చిన వారు ఉన్నారు. కొంత మంది కేసీఆర్‌కు ఉత్తరం అందించండి అని ఉత్తరాలు ఇచ్చిన వారు ఉన్నారు. మా పార్టీలో (567, 821, 769, 1199)
page-content (44, 191, 1426, 2463)
color-swatch (280, 2478, 290, 2491)
crop-mark-icon: – (44, 2476, 50, 2492)
story-devils-columns (567, 265, 1426, 719)
story-headline: గోదావరి జలాలను ఎత్తుకుపోతుంటే చూస్తారా? (79, 204, 518, 233)
story-monsoon (44, 1592, 553, 2011)
color-swatch (385, 2478, 395, 2491)
story-body: తెలిపారు. అటవీ అభయారణ్య చట్టాల కారణంగా ములుగు వంటి ప్రాంతాల్లో సింగల్ రోడ్లు కూడా రావడం లేదని మంత్రి సీతక్క ఆవేదన వ్యక్తం చేశారు. ఏజెన్సీ ప్రాంతాల్లో అభివృద్ధి కార్యక్రమాలు చేపట్టేందుకు అటవీశాఖ సహకరించాలని మంత్రి సీతక్క కోరారు.అటవి చట్టాలను ఉల్లంఘించాలని తాము చెప్పడం లేదని మంత్రి సీతక్క అన్నారు. సరైన రహదారులు సదుపాయాలు రాక తాము చీకట్లోనే మగ్గిపోవాలా అని ఆందోళన వ్యక్తం చేశారు మంత్రి సీతక్క. అడవి ప్రాంతాలు, ఆదివాసి ప్రాంతాల్లో అభివృద్ధి జరగనీయకపోతే అంతరాలు పెరుగుతాయని అన్నారు. ఆదివాసీలు ఆదిమానవులలాగానే మిగిలిపోతారని చెప్పుకొచ్చారు. ఆదివాసి ప్రజల కోసం ఏజెన్సీలో బైక్ అంబులెన్స్‌లను అందుబాటు-లోకి తెచ్చామని గుర్తుచేశారు. వర్షాకాలంలో రోడ్డు లేకపోవడంతో బురదలో కూరుకు పోతున్నాయని వాపోయారు. వన్యప్రాణులకు ప్రమాదమని రహదారులు వేయనీయకపోతే ఎలా అని ప్రశ్నించారు. వన్యప్రాణులకు ప్రత్యేక బ్రిడ్జిలు వేయడం ద్వారా వాటిని కాపాడవచ్చని చెప్పారు. ఇతర రాష్ట్రాల్లో ఏ రకంగా అయితే అటవీ ప్రాంతాల్లో అభివృద్ధి కార్యక్రమాలు చేపడుతున్నారో ఇక్కడ కూడా అవే నిబంధనలను అమలు చేయాలని కోరారు. ప్రజల సౌకర్యార్థం అటవీ అభయారణ్య చట్టాల్లో కొన్ని సడలింపులు ఉన్నాయని.. వాటిని వర్తింపజేసి ములుగు, ఆదిలాబాద్, భద్రాద్రి కొత్తగూడెం వంటి తదితర ప్రాంతాల్లో రోడ్ల సదుపాయం కల్పించాలని సూచించారు. మేడారం జాతర కోసం ప్రత్యామ్నాయ రోడ్ల నిర్మాణానికి అనుమతులు ఇవ్వాలని మంత్రి సీతక్క కోరారు. (57, 1208, 541, 1568)
